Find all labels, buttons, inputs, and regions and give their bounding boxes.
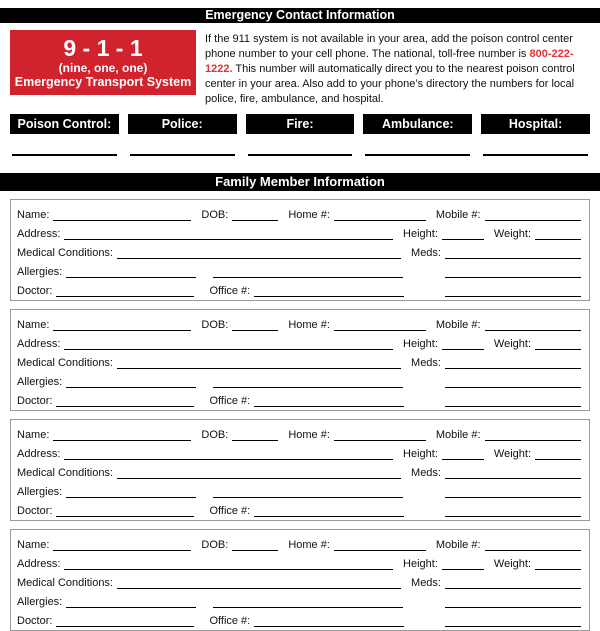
medical-conditions-label: Medical Conditions: (17, 467, 113, 479)
meds-continuation-field (445, 507, 581, 517)
meds-continuation-field (445, 397, 581, 407)
dob-label: DOB: (201, 429, 229, 441)
weight-label: Weight: (493, 228, 531, 240)
height-label: Height: (403, 228, 438, 240)
intro-row (10, 30, 592, 107)
mobile-phone-field (485, 541, 581, 551)
member-row-allergies (17, 481, 581, 500)
office-phone-label: Office #: (209, 615, 251, 627)
emergency-contacts-fields (10, 154, 590, 156)
member-row-name (17, 534, 581, 553)
name-field (53, 211, 191, 221)
doctor-field (56, 507, 194, 517)
height-field (442, 560, 484, 570)
home-phone-field (334, 431, 426, 441)
instructions-text-after: This number will automatically direct you to the nearest poison control center in your area. Also add to your phone’s directory the numbers for local police, fire, ambulance, and hospital. (205, 63, 575, 105)
mobile-phone-label: Mobile #: (435, 209, 481, 221)
weight-field (535, 560, 581, 570)
office-phone-field (254, 507, 404, 517)
meds-field (445, 469, 581, 479)
medical-conditions-label: Medical Conditions: (17, 357, 113, 369)
doctor-label: Doctor: (17, 285, 53, 297)
mobile-phone-field (485, 321, 581, 331)
name-field (53, 541, 191, 551)
allergies-label: Allergies: (17, 486, 63, 498)
poison-control-label: Poison Control: (10, 114, 119, 134)
medical-conditions-field (117, 469, 401, 479)
dob-field (232, 541, 278, 551)
nine-one-one-box (10, 30, 196, 95)
allergies-continuation-field (213, 268, 403, 278)
member-row-medical (17, 462, 581, 481)
medical-conditions-field (117, 579, 401, 589)
member-row-name (17, 314, 581, 333)
meds-continuation-field (445, 287, 581, 297)
dob-label: DOB: (201, 319, 229, 331)
name-label: Name: (17, 209, 50, 221)
ambulance-label: Ambulance: (363, 114, 472, 134)
family-member-block-3 (10, 419, 590, 521)
doctor-label: Doctor: (17, 505, 53, 517)
allergies-field (66, 598, 196, 608)
home-phone-label: Home #: (288, 319, 330, 331)
mobile-phone-label: Mobile #: (435, 319, 481, 331)
meds-continuation-field (445, 617, 581, 627)
weight-label: Weight: (493, 448, 531, 460)
meds-continuation-field (445, 378, 581, 388)
dob-label: DOB: (201, 539, 229, 551)
dob-field (232, 321, 278, 331)
member-row-address (17, 553, 581, 572)
name-field (53, 431, 191, 441)
poison-control-phone-number: 800-222-1222. (205, 48, 574, 75)
mobile-phone-field (485, 211, 581, 221)
height-field (442, 340, 484, 350)
nine-one-one-number: 9 - 1 - 1 (63, 34, 143, 61)
doctor-field (56, 617, 194, 627)
office-phone-field (254, 287, 404, 297)
height-label: Height: (403, 338, 438, 350)
meds-continuation-field (445, 598, 581, 608)
meds-label: Meds: (411, 467, 441, 479)
member-row-medical (17, 352, 581, 371)
name-label: Name: (17, 539, 50, 551)
meds-field (445, 579, 581, 589)
allergies-label: Allergies: (17, 596, 63, 608)
family-member-blocks (10, 199, 590, 631)
address-field (64, 340, 393, 350)
member-row-name (17, 204, 581, 223)
height-field (442, 450, 484, 460)
fire-label: Fire: (246, 114, 355, 134)
nine-one-one-subtitle: (nine, one, one) (58, 60, 148, 75)
meds-label: Meds: (411, 577, 441, 589)
mobile-phone-label: Mobile #: (435, 429, 481, 441)
allergies-continuation-field (213, 598, 403, 608)
height-field (442, 230, 484, 240)
member-row-doctor (17, 500, 581, 519)
police-field (130, 154, 235, 156)
name-label: Name: (17, 429, 50, 441)
member-row-address (17, 443, 581, 462)
doctor-label: Doctor: (17, 615, 53, 627)
weight-label: Weight: (493, 338, 531, 350)
weight-field (535, 230, 581, 240)
member-row-allergies (17, 371, 581, 390)
name-field (53, 321, 191, 331)
meds-continuation-field (445, 488, 581, 498)
member-row-allergies (17, 591, 581, 610)
instructions-text-before: If the 911 system is not available in your area, add the poison control center phone number to your cell phone. The national, toll-free number is (205, 33, 573, 60)
member-row-doctor (17, 610, 581, 629)
allergies-field (66, 378, 196, 388)
address-field (64, 560, 393, 570)
weight-field (535, 450, 581, 460)
poison-control-instructions (205, 30, 592, 107)
meds-field (445, 359, 581, 369)
meds-continuation-field (445, 268, 581, 278)
allergies-field (66, 268, 196, 278)
height-label: Height: (403, 558, 438, 570)
police-label: Police: (128, 114, 237, 134)
mobile-phone-field (485, 431, 581, 441)
mobile-phone-label: Mobile #: (435, 539, 481, 551)
home-phone-field (334, 541, 426, 551)
allergies-label: Allergies: (17, 266, 63, 278)
member-row-doctor (17, 280, 581, 299)
member-row-address (17, 223, 581, 242)
emergency-section-header: Emergency Contact Information (0, 8, 600, 23)
dob-field (232, 211, 278, 221)
hospital-label: Hospital: (481, 114, 590, 134)
name-label: Name: (17, 319, 50, 331)
address-field (64, 450, 393, 460)
allergies-label: Allergies: (17, 376, 63, 388)
member-row-medical (17, 572, 581, 591)
dob-field (232, 431, 278, 441)
home-phone-label: Home #: (288, 209, 330, 221)
office-phone-label: Office #: (209, 395, 251, 407)
family-member-block-1 (10, 199, 590, 301)
height-label: Height: (403, 448, 438, 460)
emergency-transport-caption: Emergency Transport System (14, 74, 192, 89)
meds-label: Meds: (411, 247, 441, 259)
allergies-field (66, 488, 196, 498)
medical-conditions-field (117, 359, 401, 369)
member-row-doctor (17, 390, 581, 409)
ambulance-field (365, 154, 470, 156)
medical-conditions-field (117, 249, 401, 259)
office-phone-label: Office #: (209, 285, 251, 297)
dob-label: DOB: (201, 209, 229, 221)
office-phone-field (254, 397, 404, 407)
weight-label: Weight: (493, 558, 531, 570)
address-label: Address: (17, 338, 61, 350)
allergies-continuation-field (213, 488, 403, 498)
address-label: Address: (17, 228, 61, 240)
allergies-continuation-field (213, 378, 403, 388)
doctor-label: Doctor: (17, 395, 53, 407)
meds-label: Meds: (411, 357, 441, 369)
member-row-medical (17, 242, 581, 261)
address-label: Address: (17, 448, 61, 460)
medical-conditions-label: Medical Conditions: (17, 247, 113, 259)
member-row-allergies (17, 261, 581, 280)
fire-field (248, 154, 353, 156)
poison-control-field (12, 154, 117, 156)
meds-field (445, 249, 581, 259)
member-row-address (17, 333, 581, 352)
doctor-field (56, 287, 194, 297)
medical-conditions-label: Medical Conditions: (17, 577, 113, 589)
home-phone-label: Home #: (288, 429, 330, 441)
family-member-block-4 (10, 529, 590, 631)
address-label: Address: (17, 558, 61, 570)
emergency-contacts-labels (10, 114, 590, 134)
office-phone-label: Office #: (209, 505, 251, 517)
home-phone-label: Home #: (288, 539, 330, 551)
family-member-block-2 (10, 309, 590, 411)
address-field (64, 230, 393, 240)
doctor-field (56, 397, 194, 407)
hospital-field (483, 154, 588, 156)
office-phone-field (254, 617, 404, 627)
home-phone-field (334, 321, 426, 331)
family-section-header: Family Member Information (0, 173, 600, 191)
home-phone-field (334, 211, 426, 221)
member-row-name (17, 424, 581, 443)
weight-field (535, 340, 581, 350)
